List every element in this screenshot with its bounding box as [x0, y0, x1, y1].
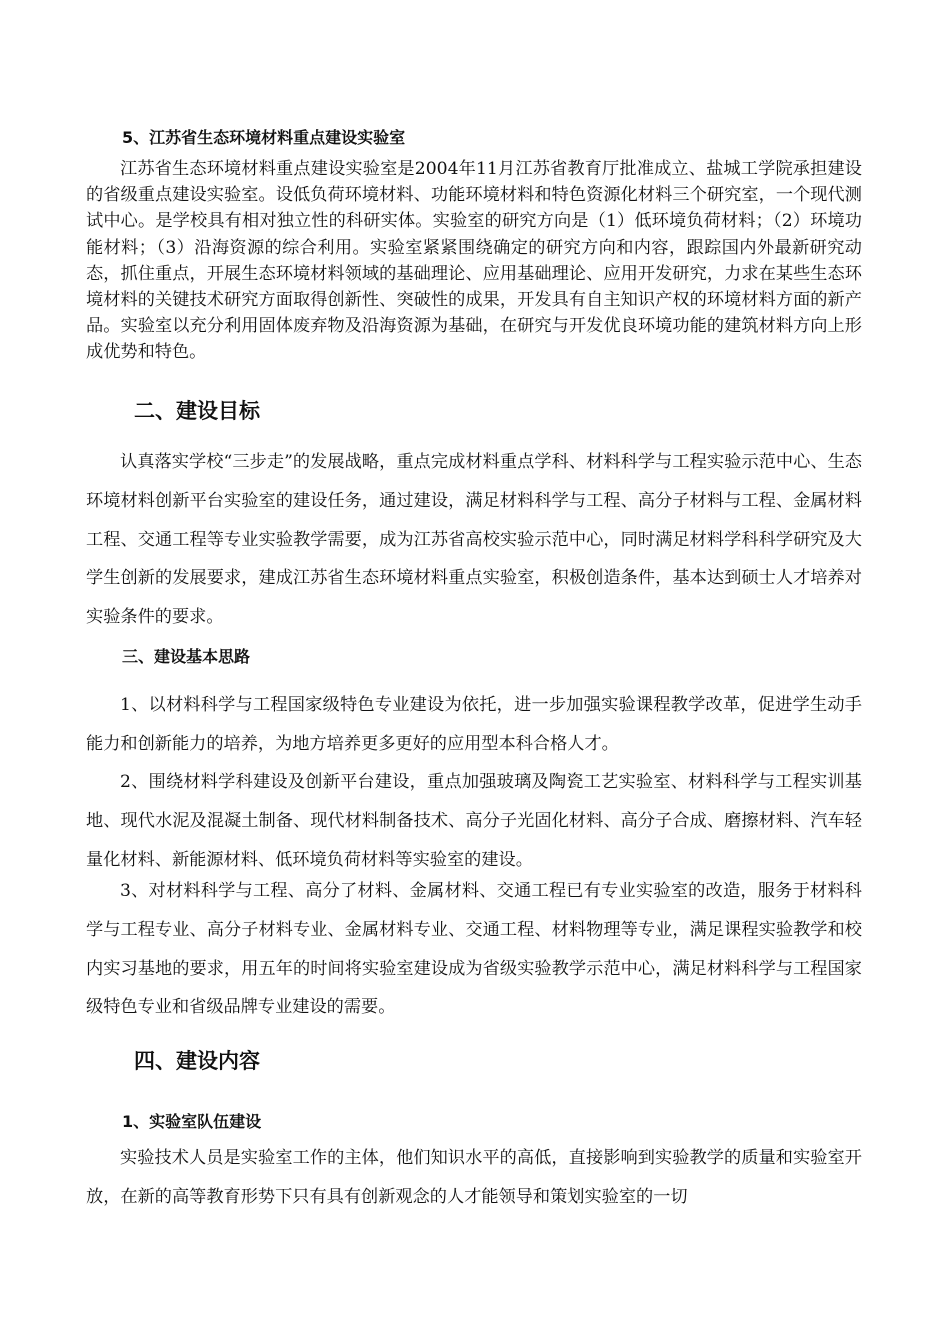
- section-5-heading: 5、江苏省生态环境材料重点建设实验室: [122, 128, 406, 147]
- goals-paragraph: 认真落实学校“三步走”的发展战略，重点完成材料重点学科、材料科学与工程实验示范中心、生态环境材料创新平台实验室的建设任务，通过建设，满足材料科学与工程、高分子材料与工程、金属材料工程、交通工程等专业实验教学需要，成为江苏省高校实验示范中心，同时满足材料学科科学研究及大学生创新的发展要求，建成江苏省生态环境材料重点实验室，积极创造条件，基本达到硕士人才培养对实验条件的要求。: [86, 452, 862, 628]
- goals-heading: 二、建设目标: [134, 399, 260, 423]
- content-heading: 四、建设内容: [134, 1049, 260, 1073]
- ideas-heading: 三、建设基本思路: [122, 647, 251, 666]
- team-building-paragraph: 实验技术人员是实验室工作的主体，他们知识水平的高低，直接影响到实验教学的质量和实验室开放，在新的高等教育形势下只有具有创新观念的人才能领导和策划实验室的一切: [86, 1148, 862, 1207]
- ideas-item-1: 1、以材料科学与工程国家级特色专业建设为依托，进一步加强实验课程教学改革，促进学生动手能力和创新能力的培养，为地方培养更多更好的应用型本科合格人才。: [86, 695, 862, 754]
- ideas-item-2: 2、围绕材料学科建设及创新平台建设，重点加强玻璃及陶瓷工艺实验室、材料科学与工程实训基地、现代水泥及混凝土制备、现代材料制备技术、高分子光固化材料、高分子合成、磨擦材料、汽车轻量化材料、新能源材料、低环境负荷材料等实验室的建设。: [86, 772, 862, 870]
- ideas-item-3: 3、对材料科学与工程、高分了材料、金属材料、交通工程已有专业实验室的改造，服务于材料科学与工程专业、高分子材料专业、金属材料专业、交通工程、材料物理等专业，满足课程实验教学和校内实习基地的要求，用五年的时间将实验室建设成为省级实验教学示范中心，满足材料科学与工程国家级特色专业和省级品牌专业建设的需要。: [86, 881, 862, 1018]
- section-5-paragraph: 江苏省生态环境材料重点建设实验室是2004年11月江苏省教育厅批准成立、盐城工学院承担建设的省级重点建设实验室。设低负荷环境材料、功能环境材料和特色资源化材料三个研究室，一个现代测试中心。是学校具有相对独立性的科研实体。实验室的研究方向是（1）低环境负荷材料；（2）环境功能材料；（3）沿海资源的综合利用。实验室紧紧围绕确定的研究方向和内容，跟踪国内外最新研究动态，抓住重点，开展生态环境材料领域的基础理论、应用基础理论、应用开发研究，力求在某些生态环境材料的关键技术研究方面取得创新性、突破性的成果，开发具有自主知识产权的环境材料方面的新产品。实验室以充分利用固体废弃物及沿海资源为基础，在研究与开发优良环境功能的建筑材料方向上形成优势和特色。: [86, 159, 862, 363]
- team-building-heading: 1、实验室队伍建设: [122, 1112, 262, 1131]
